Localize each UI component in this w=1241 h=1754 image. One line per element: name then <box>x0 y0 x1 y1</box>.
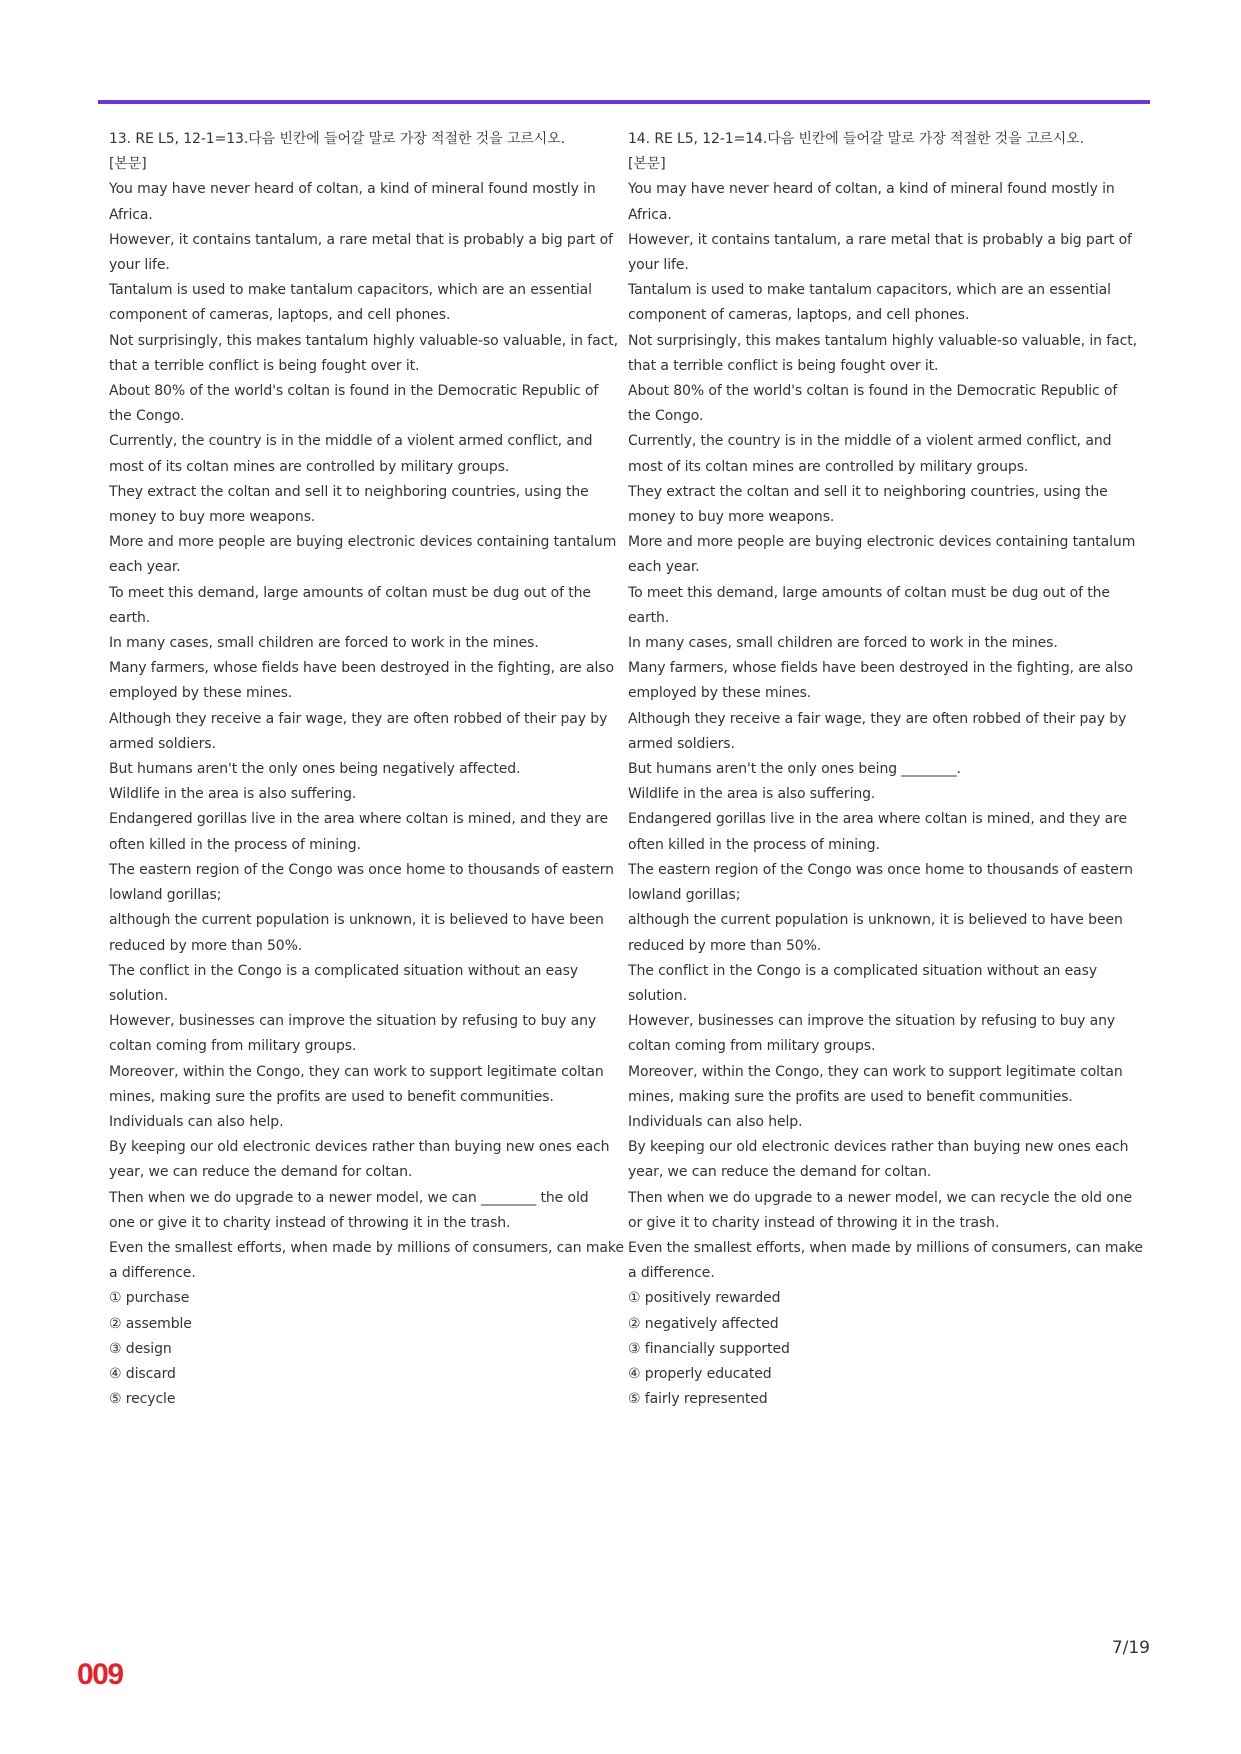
page-number: 7/19 <box>1111 1638 1150 1658</box>
q13-line: In many cases, small children are forced to work in the mines. <box>109 635 539 652</box>
q13-line: [본문] <box>109 156 147 173</box>
q14-line: But humans aren't the only ones being ________. <box>628 761 961 778</box>
q13-line: the Congo. <box>109 408 185 425</box>
q14-line: More and more people are buying electronic devices containing tantalum <box>628 534 1136 551</box>
q14-line: Even the smallest efforts, when made by millions of consumers, can make <box>628 1239 1143 1256</box>
q14-line: The eastern region of the Congo was once home to thousands of eastern <box>628 861 1133 878</box>
q14-line: Africa. <box>628 206 672 223</box>
q13-line: Then when we do upgrade to a newer model, we can ________ the old <box>109 1189 589 1206</box>
q13-line: ④ discard <box>109 1365 176 1382</box>
q13-line: Currently, the country is in the middle of a violent armed conflict, and <box>109 433 593 450</box>
q14-line: that a terrible conflict is being fought over it. <box>628 357 939 374</box>
q14-line: ① positively rewarded <box>628 1290 781 1307</box>
q14-line: ⑤ fairly represented <box>628 1391 768 1408</box>
q13-line: your life. <box>109 257 170 274</box>
q14-line: or give it to charity instead of throwing it in the trash. <box>628 1214 1000 1231</box>
q14-line: often killed in the process of mining. <box>628 836 880 853</box>
q13-line: lowland gorillas; <box>109 887 222 904</box>
q14-line: Many farmers, whose fields have been destroyed in the fighting, are also <box>628 660 1133 677</box>
q13-line: Endangered gorillas live in the area where coltan is mined, and they are <box>109 811 608 828</box>
q13-line: solution. <box>109 987 168 1004</box>
q14-line: Then when we do upgrade to a newer model, we can recycle the old one <box>628 1189 1133 1206</box>
q14-line: a difference. <box>628 1265 715 1282</box>
q13-line: ③ design <box>109 1340 172 1357</box>
q13-line: However, businesses can improve the situation by refusing to buy any <box>109 1013 597 1030</box>
q13-line: You may have never heard of coltan, a kind of mineral found mostly in <box>109 181 596 198</box>
q13-line: often killed in the process of mining. <box>109 836 361 853</box>
q14-line: Although they receive a fair wage, they are often robbed of their pay by <box>628 710 1127 727</box>
q14-line: Wildlife in the area is also suffering. <box>628 786 876 803</box>
q13-line: one or give it to charity instead of throwing it in the trash. <box>109 1214 511 1231</box>
q13-line: money to buy more weapons. <box>109 509 316 526</box>
q14-line: You may have never heard of coltan, a kind of mineral found mostly in <box>628 181 1115 198</box>
q13-line: About 80% of the world's coltan is found in the Democratic Republic of <box>109 383 599 400</box>
q13-line: The conflict in the Congo is a complicated situation without an easy <box>109 962 579 979</box>
q14-line: Individuals can also help. <box>628 1113 803 1130</box>
q13-line: most of its coltan mines are controlled by military groups. <box>109 458 510 475</box>
q14-line: ② negatively affected <box>628 1315 779 1332</box>
q14-line: Tantalum is used to make tantalum capacitors, which are an essential <box>628 282 1111 299</box>
q13-line: Tantalum is used to make tantalum capacitors, which are an essential <box>109 282 592 299</box>
q13-line: To meet this demand, large amounts of coltan must be dug out of the <box>109 584 591 601</box>
q13-line: Even the smallest efforts, when made by millions of consumers, can make <box>109 1239 624 1256</box>
q13-line: component of cameras, laptops, and cell phones. <box>109 307 451 324</box>
q13-line: year, we can reduce the demand for coltan. <box>109 1164 413 1181</box>
q14-line: coltan coming from military groups. <box>628 1038 876 1055</box>
q13-line: ① purchase <box>109 1290 190 1307</box>
q13-line: coltan coming from military groups. <box>109 1038 357 1055</box>
q13-line: Africa. <box>109 206 153 223</box>
q13-line: although the current population is unknown, it is believed to have been <box>109 912 604 929</box>
q14-line: They extract the coltan and sell it to neighboring countries, using the <box>628 483 1108 500</box>
q13-line: that a terrible conflict is being fought over it. <box>109 357 420 374</box>
question-14-column <box>628 127 1143 1412</box>
publisher-logo: 009 <box>77 1658 123 1691</box>
q13-line: The eastern region of the Congo was once home to thousands of eastern <box>109 861 614 878</box>
q14-line: Currently, the country is in the middle of a violent armed conflict, and <box>628 433 1112 450</box>
q13-line: More and more people are buying electronic devices containing tantalum <box>109 534 617 551</box>
q14-line: The conflict in the Congo is a complicated situation without an easy <box>628 962 1098 979</box>
q14-line: Not surprisingly, this makes tantalum highly valuable-so valuable, in fact, <box>628 332 1137 349</box>
q13-line: However, it contains tantalum, a rare metal that is probably a big part of <box>109 231 613 248</box>
q14-line: In many cases, small children are forced to work in the mines. <box>628 635 1058 652</box>
q14-line: the Congo. <box>628 408 704 425</box>
q14-line: although the current population is unknown, it is believed to have been <box>628 912 1123 929</box>
q13-line: employed by these mines. <box>109 685 293 702</box>
q14-line: mines, making sure the profits are used to benefit communities. <box>628 1088 1073 1105</box>
q13-line: Moreover, within the Congo, they can work to support legitimate coltan <box>109 1063 604 1080</box>
q13-line: Although they receive a fair wage, they are often robbed of their pay by <box>109 710 608 727</box>
q14-line: year, we can reduce the demand for coltan. <box>628 1164 932 1181</box>
q13-line: Not surprisingly, this makes tantalum highly valuable-so valuable, in fact, <box>109 332 618 349</box>
q14-line: By keeping our old electronic devices rather than buying new ones each <box>628 1139 1129 1156</box>
q14-line: earth. <box>628 609 670 626</box>
q13-line: 13. RE L5, 12-1=13.다음 빈칸에 들어갈 말로 가장 적절한 것을 고르시오. <box>109 131 565 147</box>
q14-line: reduced by more than 50%. <box>628 937 822 954</box>
header-rule <box>98 100 1150 104</box>
q14-line: component of cameras, laptops, and cell phones. <box>628 307 970 324</box>
q13-line: ② assemble <box>109 1315 192 1332</box>
q14-line: most of its coltan mines are controlled by military groups. <box>628 458 1029 475</box>
q13-line: mines, making sure the profits are used to benefit communities. <box>109 1088 554 1105</box>
q13-line: each year. <box>109 559 181 576</box>
q13-line: But humans aren't the only ones being negatively affected. <box>109 761 521 778</box>
q13-line: Individuals can also help. <box>109 1113 284 1130</box>
q14-line: lowland gorillas; <box>628 887 741 904</box>
q14-line: To meet this demand, large amounts of coltan must be dug out of the <box>628 584 1110 601</box>
q14-line: Moreover, within the Congo, they can work to support legitimate coltan <box>628 1063 1123 1080</box>
q14-line: [본문] <box>628 156 666 173</box>
q14-line: your life. <box>628 257 689 274</box>
q13-line: Many farmers, whose fields have been destroyed in the fighting, are also <box>109 660 614 677</box>
q13-line: earth. <box>109 609 151 626</box>
q13-line: a difference. <box>109 1265 196 1282</box>
q14-line: Endangered gorillas live in the area where coltan is mined, and they are <box>628 811 1127 828</box>
q14-line: 14. RE L5, 12-1=14.다음 빈칸에 들어갈 말로 가장 적절한 것을 고르시오. <box>628 131 1084 147</box>
q14-line: However, it contains tantalum, a rare metal that is probably a big part of <box>628 231 1132 248</box>
q13-line: Wildlife in the area is also suffering. <box>109 786 357 803</box>
q14-line: ③ financially supported <box>628 1340 790 1357</box>
q14-line: employed by these mines. <box>628 685 812 702</box>
question-13-column <box>109 127 624 1412</box>
q13-line: They extract the coltan and sell it to neighboring countries, using the <box>109 483 589 500</box>
q14-line: solution. <box>628 987 687 1004</box>
q13-line: armed soldiers. <box>109 735 216 752</box>
q13-line: reduced by more than 50%. <box>109 937 303 954</box>
q14-line: About 80% of the world's coltan is found in the Democratic Republic of <box>628 383 1118 400</box>
q13-line: By keeping our old electronic devices rather than buying new ones each <box>109 1139 610 1156</box>
q14-line: each year. <box>628 559 700 576</box>
q14-line: armed soldiers. <box>628 735 735 752</box>
q14-line: ④ properly educated <box>628 1365 772 1382</box>
q14-line: money to buy more weapons. <box>628 509 835 526</box>
q14-line: However, businesses can improve the situation by refusing to buy any <box>628 1013 1116 1030</box>
q13-line: ⑤ recycle <box>109 1391 176 1408</box>
